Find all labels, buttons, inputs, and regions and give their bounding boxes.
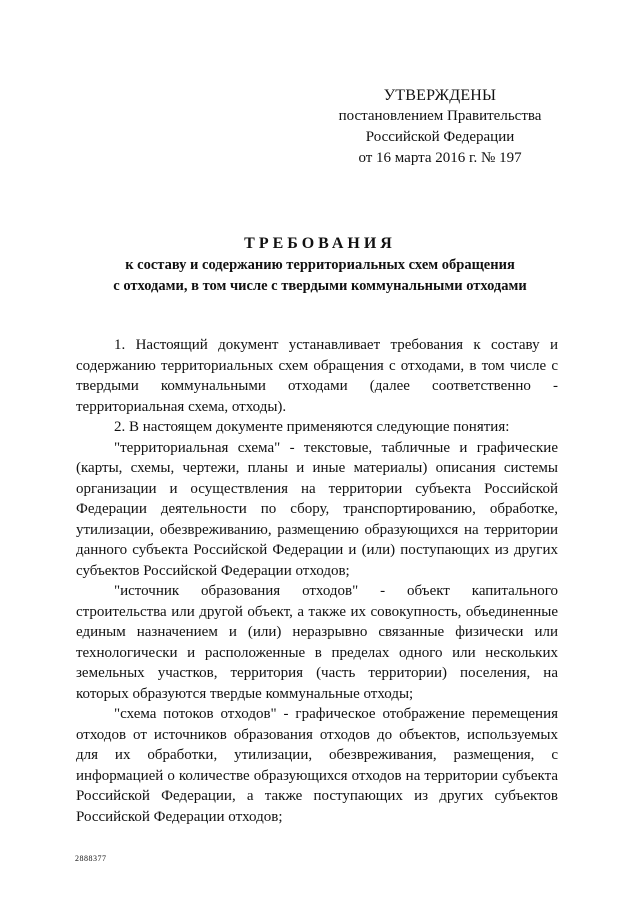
document-body — [76, 335, 558, 827]
document-subtitle-line-2: с отходами, в том числе с твердыми коммунальными отходами — [113, 278, 527, 294]
approval-line-3: от 16 марта 2016 г. № 197 — [358, 150, 522, 166]
paragraph-1: 1. Настоящий документ устанавливает требования к составу и содержанию территориальных схем обращения с отходами, в том числе с твердыми коммунальными отходами (далее соответственно - территориальная схема, отходы). — [76, 337, 558, 415]
definition-waste-flow-scheme: "схема потоков отходов" - графическое отображение перемещения отходов от источников образования отходов до объектов, используемых для их обработки, утилизации, обезвреживания, размещения, с информацией о количестве образующихся отходов на территории субъекта Российской Федерации, а также поступающих из других субъектов Российской Федерации отходов; — [76, 706, 558, 825]
document-subtitle-line-1: к составу и содержанию территориальных схем обращения — [125, 257, 515, 273]
paragraph-2: 2. В настоящем документе применяются следующие понятия: — [114, 419, 510, 435]
definition-waste-source: "источник образования отходов" - объект капитального строительства или другой объект, а также их совокупность, объединенные единым назначением и (или) неразрывно связанные физически или технологически и расположенные в пределах одного или нескольких земельных участков, территория (часть территории) поселения, на которых образуются твердые коммунальные отходы; — [76, 583, 558, 702]
document-heading — [60, 233, 580, 297]
approval-line-1: постановлением Правительства — [338, 108, 542, 124]
document-title: ТРЕБОВАНИЯ — [244, 235, 396, 252]
approval-title: УТВЕРЖДЕНЫ — [383, 87, 497, 104]
definition-territorial-scheme: "территориальная схема" - текстовые, табличные и графические (карты, схемы, чертежи, планы и иные материалы) описания системы организации и осуществления на территории субъекта Российской Федерации деятельности по сбору, транспортированию, обработке, утилизации, обезвреживанию, размещению образующихся на территории данного субъекта Российской Федерации и (или) поступающих из других субъектов Российской Федерации отходов; — [76, 439, 558, 579]
approval-line-2: Российской Федерации — [365, 129, 515, 145]
document-code: 2888377 — [75, 854, 107, 863]
approval-stamp — [330, 85, 550, 169]
